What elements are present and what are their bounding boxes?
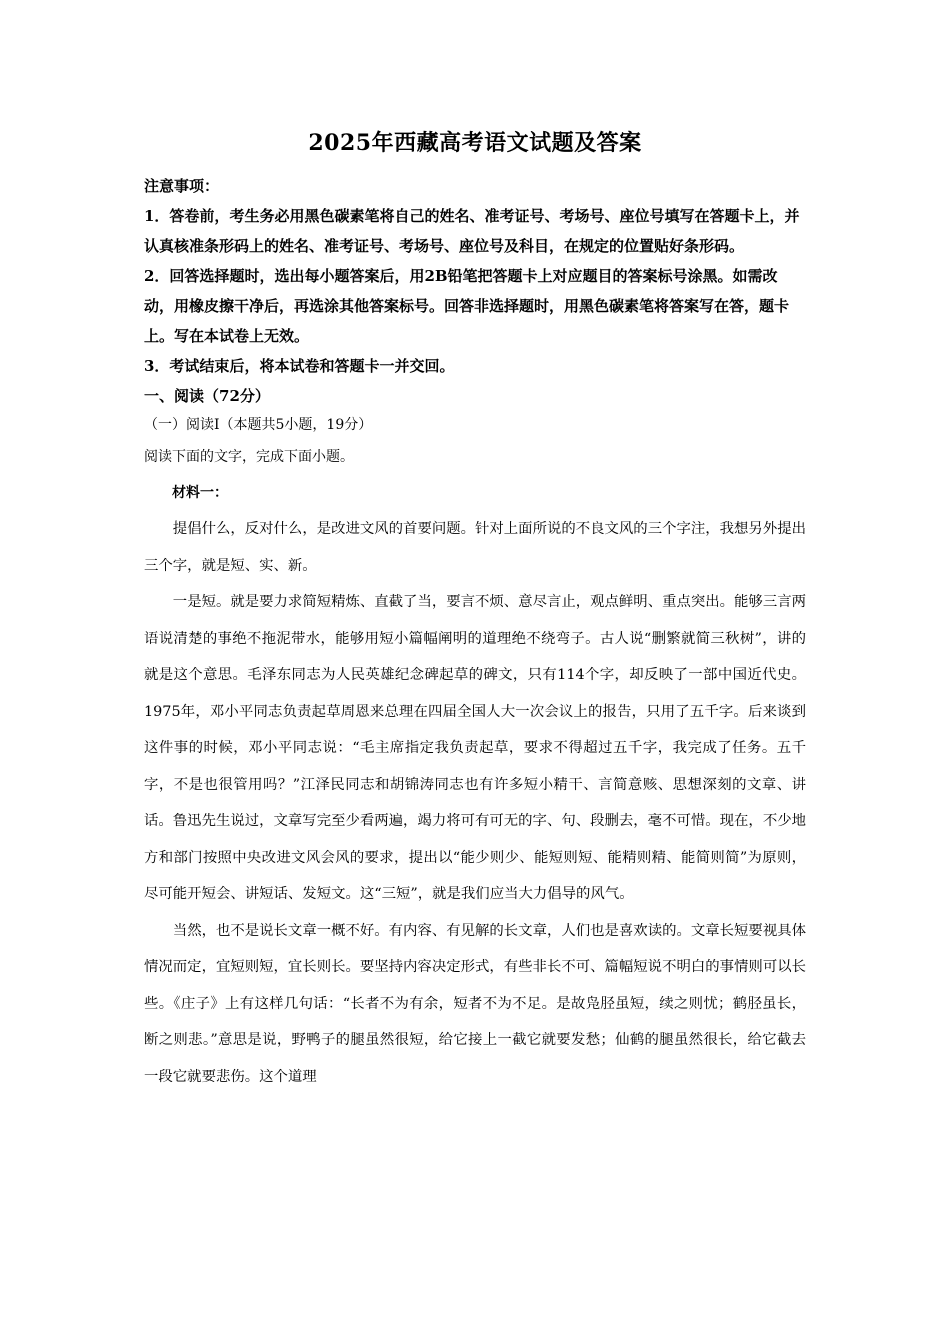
paragraph-3: 当然，也不是说长文章一概不好。有内容、有见解的长文章，人们也是喜欢读的。文章长短要视具体情况而定，宜短则短，宜长则长。要坚持内容决定形式，有些非长不可、篇幅短说不明白的事情则可以长些。《庄子》上有这样几句话：“长者不为有余，短者不为不足。是故凫胫虽短，续之则忧；鹤胫虽长，断之则悲。”意思是说，野鸭子的腿虽然很短，给它接上一截它就要发愁；仙鹤的腿虽然很长，给它截去一段它就要悲伤。这个道理 xyxy=(144,922,806,1085)
reading-section xyxy=(144,381,806,1095)
note-item-3: 3．考试结束后，将本试卷和答题卡一并交回。 xyxy=(144,357,455,375)
note-item-2: 2．回答选择题时，选出每小题答案后，用2B铅笔把答题卡上对应题目的答案标号涂黑。如需改动，用橡皮擦干净后，再选涂其他答案标号。回答非选择题时，用黑色碳素笔将答案写在答，题卡上。写在本试卷上无效。 xyxy=(144,267,790,345)
material-label: 材料一： xyxy=(172,485,228,501)
section-heading: 一、阅读（72分） xyxy=(144,387,270,405)
paragraph-2: 一是短。就是要力求简短精炼、直截了当，要言不烦、意尽言止，观点鲜明、重点突出。能够三言两语说清楚的事绝不拖泥带水，能够用短小篇幅阐明的道理绝不绕弯子。古人说“删繁就简三秋树”，讲的就是这个意思。毛泽东同志为人民英雄纪念碑起草的碑文，只有114个字，却反映了一部中国近代史。1975年，邓小平同志负责起草周恩来总理在四届全国人大一次会议上的报告，只用了五千字。后来谈到这件事的时候，邓小平同志说：“毛主席指定我负责起草，要求不得超过五千字，我完成了任务。五千字，不是也很管用吗？”江泽民同志和胡锦涛同志也有许多短小精干、言简意赅、思想深刻的文章、讲话。鲁迅先生说过，文章写完至少看两遍，竭力将可有可无的字、句、段删去，毫不可惜。现在，不少地方和部门按照中央改进文风会风的要求，提出以“能少则少、能短则短、能精则精、能简则简”为原则，尽可能开短会、讲短话、发短文。这“三短”，就是我们应当大力倡导的风气。 xyxy=(144,594,806,902)
notes-heading: 注意事项： xyxy=(144,177,220,195)
document-title: 2025年西藏高考语文试题及答案 xyxy=(308,130,642,156)
notes-section xyxy=(144,171,806,381)
paragraph-1: 提倡什么，反对什么，是改进文风的首要问题。针对上面所说的不良文风的三个字注，我想另外提出三个字，就是短、实、新。 xyxy=(144,521,806,574)
sub-section-heading: （一）阅读Ⅰ（本题共5小题，19分） xyxy=(144,417,373,433)
note-item-1: 1．答卷前，考生务必用黑色碳素笔将自己的姓名、准考证号、考场号、座位号填写在答题卡上，并认真核准条形码上的姓名、准考证号、考场号、座位号及科目，在规定的位置贴好条形码。 xyxy=(144,207,800,255)
reading-instruction: 阅读下面的文字，完成下面小题。 xyxy=(144,449,354,465)
